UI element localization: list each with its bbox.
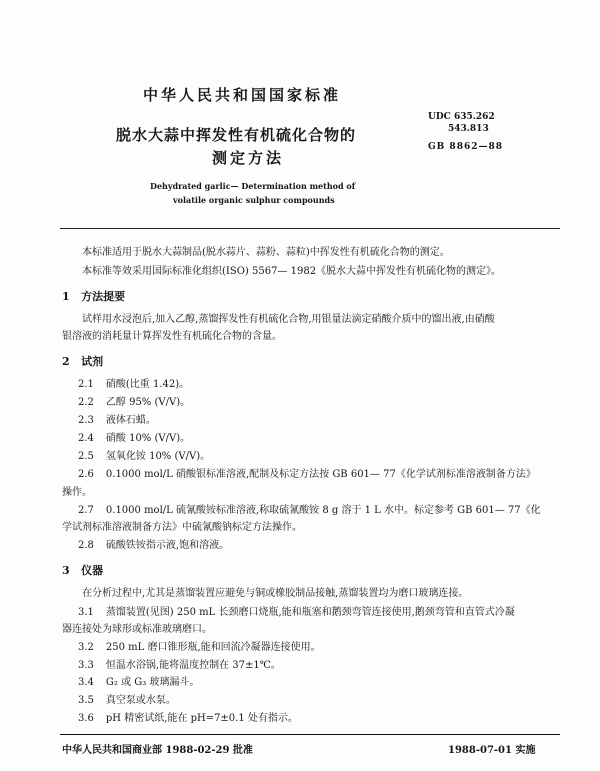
list-item-continuation: 操作。	[62, 487, 92, 498]
section-1-heading	[62, 288, 125, 304]
english-title-line-2: volatile organic sulphur compounds	[173, 195, 335, 205]
list-item: 3.4 G₂ 或 G₃ 玻璃漏斗。	[78, 677, 200, 688]
footer-rule	[60, 734, 560, 735]
section-3-number: 3	[62, 564, 70, 577]
header-rule	[60, 228, 560, 229]
section-1-line-1: 试样用水浸泡后,加入乙醇,蒸馏挥发性有机硫化合物,用银量法滴定硝酸介质中的馏出液,由硝酸	[82, 314, 495, 325]
section-2-title: 试剂	[81, 355, 104, 368]
section-3-heading	[62, 562, 103, 578]
udc-value-2: 543.813	[448, 124, 489, 134]
list-item: 3.3 恒温水浴锅,能将温度控制在 37±1℃。	[78, 660, 281, 671]
national-standard-heading: 中华人民共和国国家标准	[143, 86, 342, 104]
list-item-continuation: 学试剂标准溶液制备方法》中硫氰酸钠标定方法操作。	[62, 522, 302, 533]
list-item: 2.6 0.1000 mol/L 硝酸银标准溶液,配制及标定方法按 GB 601— 77《化学试剂标准溶液制备方法》	[78, 469, 536, 480]
intro-paragraph-1: 本标准适用于脱水大蒜制品(脱水蒜片、蒜粉、蒜粒)中挥发性有机硫化合物的测定。	[82, 247, 450, 258]
udc-label: UDC	[428, 112, 451, 122]
section-3-title: 仪器	[81, 564, 104, 577]
english-title-line-1: Dehydrated garlic— Determination method of	[150, 181, 356, 191]
intro-paragraph-2: 本标准等效采用国际标准化组织(ISO) 5567— 1982《脱水大蒜中挥发性有机硫化物的测定》。	[82, 266, 502, 277]
implementation-date: 1988-07-01 实施	[448, 745, 536, 756]
udc-value-1: 635.262	[453, 112, 495, 122]
section-1-number: 1	[62, 290, 70, 303]
list-item: 2.8 硫酸铁铵指示液,饱和溶液。	[78, 540, 230, 551]
list-item: 3.2 250 mL 磨口锥形瓶,能和回流冷凝器连接使用。	[78, 642, 321, 653]
gb-number: GB 8862—88	[428, 142, 503, 152]
section-2-heading	[62, 353, 103, 369]
list-item-continuation: 器连接处为球形或标准玻璃磨口。	[62, 624, 212, 635]
section-1-title: 方法提要	[81, 290, 126, 303]
section-3-intro: 在分析过程中,尤其是蒸馏装置应避免与铜或橡胶制品接触,蒸馏装置均为磨口玻璃连接。	[82, 588, 469, 599]
list-item: 2.5 氢氧化铵 10% (V/V)。	[78, 451, 211, 462]
list-item: 3.1 蒸馏装置(见图) 250 mL 长颈磨口烧瓶,能和瓶塞和鹅颈弯管连接使用,鹅颈弯管和直管式冷凝	[78, 607, 515, 618]
list-item: 3.6 pH 精密试纸,能在 pH=7±0.1 处有指示。	[78, 713, 298, 724]
list-item: 2.2 乙醇 95% (V/V)。	[78, 397, 191, 408]
section-2-number: 2	[62, 355, 70, 368]
title-line-2: 测定方法	[212, 149, 285, 167]
list-item: 2.4 硝酸 10% (V/V)。	[78, 433, 191, 444]
section-1-line-2: 银溶液的消耗量计算挥发性有机硫化合物的含量。	[62, 331, 282, 342]
title-line-1: 脱水大蒜中挥发性有机硫化合物的	[116, 126, 357, 144]
list-item: 2.3 液体石蜡。	[78, 415, 156, 426]
list-item: 3.5 真空泵或水泵。	[78, 695, 176, 706]
udc-code	[428, 112, 495, 122]
list-item: 2.7 0.1000 mol/L 硫氰酸铵标准溶液,称取硫氰酸铵 8 g 溶于 1 L 水中。标定参考 GB 601— 77《化	[78, 505, 541, 516]
approval-date: 中华人民共和国商业部 1988-02-29 批准	[62, 745, 253, 756]
list-item: 2.1 硝酸(比重 1.42)。	[78, 379, 190, 390]
